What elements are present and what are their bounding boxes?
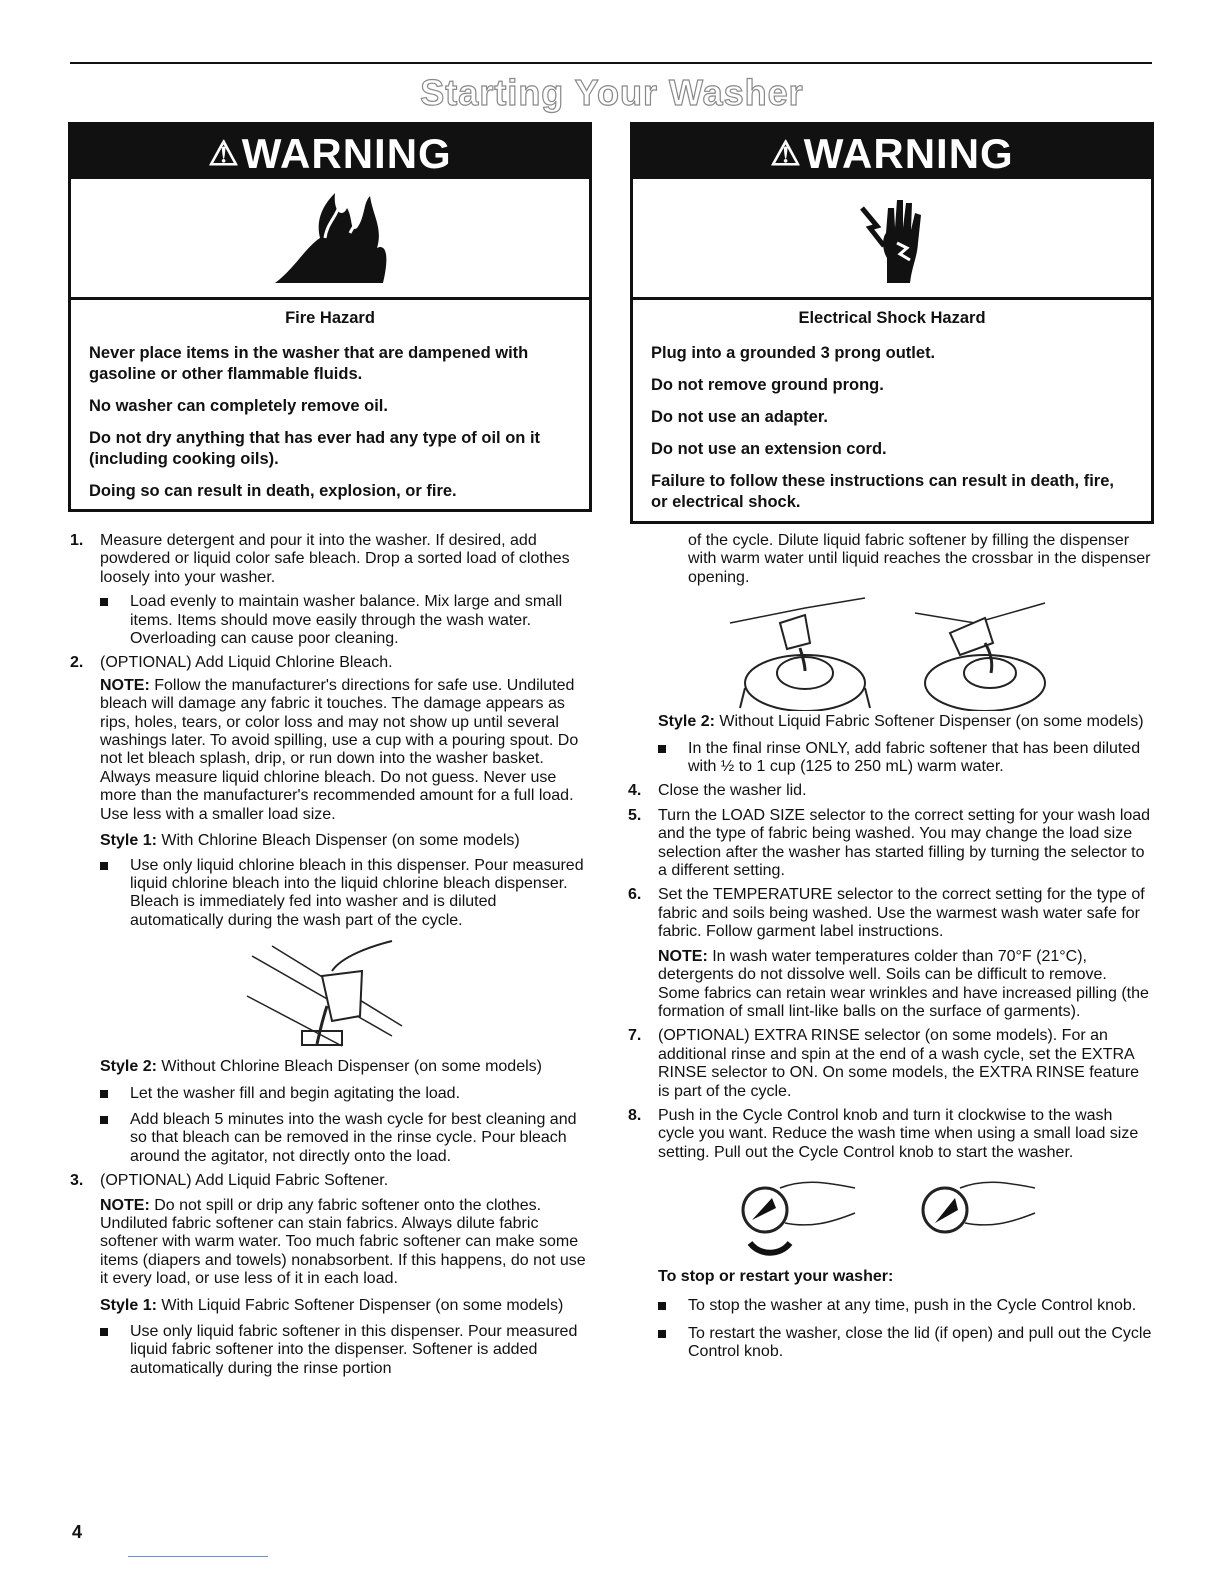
step-number: 2. bbox=[70, 654, 84, 672]
warning-triangle-icon: ⚠ bbox=[770, 135, 802, 173]
fire-warning-text bbox=[71, 300, 589, 502]
style-text: Without Chlorine Bleach Dispenser (on some models) bbox=[156, 1058, 542, 1076]
note-text: In wash water temperatures colder than 70°F (21°C), detergents do not dissolve well. Soils can be difficult to remove. Some fabrics can retain wear wrinkles and have increased pilling (the formation of small lint-like balls on the surface of garments). bbox=[658, 947, 1149, 1020]
hazard-title: Electrical Shock Hazard bbox=[798, 309, 986, 327]
note-label: NOTE: bbox=[658, 947, 708, 965]
step-6 bbox=[628, 886, 1152, 941]
step-number: 1. bbox=[70, 532, 84, 549]
style-heading bbox=[628, 713, 1152, 731]
note bbox=[628, 948, 1152, 1022]
style-label: Style 1: bbox=[100, 1296, 157, 1314]
step-8 bbox=[628, 1107, 1152, 1162]
note-text: Do not spill or drip any fabric softener onto the clothes. Undiluted fabric softener can stain fabrics. Always dilute fabric softener with warm water. Too much fabric softener can make some items (diapers and towels) nonabsorbent. If this happens, do not use it every load, or use less of it in each load. bbox=[100, 1196, 586, 1288]
step-text: (OPTIONAL) EXTRA RINSE selector (on some models). For an additional rinse and spin at the end of a wash cycle, set the EXTRA RINSE selector to ON. On some models, the EXTRA RINSE feature is part of the cycle. bbox=[658, 1027, 1140, 1100]
list-item: Load evenly to maintain washer balance. Mix large and small items. Items should move easily through the wash water. Overloading can cause poor cleaning. bbox=[70, 593, 594, 648]
warning-line: Doing so can result in death, explosion, or fire. bbox=[89, 482, 457, 500]
step-text: Turn the LOAD SIZE selector to the correct setting for your wash load and the type of fabric being washed. You may change the load size selection after the washer has started filling by turning the selector to a different setting. bbox=[658, 806, 1151, 880]
warning-label: WARNING bbox=[803, 130, 1014, 177]
step-number: 4. bbox=[628, 782, 642, 800]
list-item: To stop the washer at any time, push in the Cycle Control knob. bbox=[628, 1297, 1152, 1315]
top-rule bbox=[70, 62, 1152, 64]
step-7 bbox=[628, 1027, 1152, 1101]
style-label: Style 2: bbox=[100, 1058, 157, 1076]
warning-line: Do not dry anything that has ever had any type of oil on it (including cooking oils). bbox=[89, 429, 541, 468]
footer-rule bbox=[128, 1556, 268, 1557]
continued-text: of the cycle. Dilute liquid fabric softener by filling the dispenser with warm water until liquid reaches the crossbar in the dispenser opening. bbox=[688, 532, 1151, 586]
right-column bbox=[628, 532, 1152, 1368]
warning-line: Do not use an extension cord. bbox=[651, 440, 887, 458]
warning-label: WARNING bbox=[241, 130, 452, 177]
warning-triangle-icon: ⚠ bbox=[208, 135, 240, 173]
warning-line: Do not remove ground prong. bbox=[651, 376, 884, 394]
warning-line: Never place items in the washer that are dampened with gasoline or other flammable fluids. bbox=[89, 344, 529, 383]
note-text: Follow the manufacturer's directions for safe use. Undiluted bleach will damage any fabric it touches. The damage appears as rips, holes, tears, or color loss and may not show up until several washings later. To avoid spilling, use a cup with a pouring spout. Do not let bleach splash, drip, or run down into the washer basket. Always measure liquid chlorine bleach. Do not guess. Never use more than the manufacturer's recommended amount for a full load. Use less with a smaller load size. bbox=[100, 676, 579, 823]
fire-icon bbox=[71, 179, 589, 300]
warning-line: No washer can completely remove oil. bbox=[89, 397, 388, 415]
warning-header bbox=[633, 125, 1151, 179]
note bbox=[70, 677, 594, 824]
style-heading bbox=[70, 1058, 594, 1076]
step-number: 8. bbox=[628, 1106, 642, 1124]
style-text: With Chlorine Bleach Dispenser (on some models) bbox=[156, 832, 520, 850]
warning-line: Do not use an adapter. bbox=[651, 408, 828, 426]
style-label: Style 1: bbox=[100, 832, 157, 850]
left-column bbox=[70, 532, 594, 1384]
list-item: Use only liquid fabric softener in this dispenser. Pour measured liquid fabric softener into the dispenser. Softener is added automatically during the rinse portion bbox=[70, 1323, 594, 1378]
shock-warning-text bbox=[633, 300, 1151, 513]
step-text: Push in the Cycle Control knob and turn it clockwise to the wash cycle you want. Reduce the wash time when using a small load size setting. Pull out the Cycle Control knob to start the washer. bbox=[658, 1106, 1139, 1161]
list-item: In the final rinse ONLY, add fabric softener that has been diluted with ½ to 1 cup (125 to 250 mL) warm water. bbox=[628, 740, 1152, 777]
style-text: With Liquid Fabric Softener Dispenser (on some models) bbox=[156, 1296, 564, 1314]
step-text: Close the washer lid. bbox=[658, 782, 807, 800]
page-number: 4 bbox=[72, 1522, 83, 1542]
bleach-dispenser-illustration bbox=[70, 936, 594, 1054]
list-item: To restart the washer, close the lid (if open) and pull out the Cycle Control knob. bbox=[628, 1325, 1152, 1362]
page-title: Starting Your Washer bbox=[420, 72, 804, 113]
style-heading bbox=[70, 1297, 594, 1315]
step-1 bbox=[70, 532, 594, 587]
hazard-title: Fire Hazard bbox=[285, 309, 375, 327]
step-number: 5. bbox=[628, 806, 642, 824]
list-item: Use only liquid chlorine bleach in this dispenser. Pour measured liquid chlorine bleach into the liquid chlorine bleach dispenser. Bleach is immediately fed into washer and is diluted automatically during the wash part of the cycle. bbox=[70, 857, 594, 931]
note bbox=[70, 1197, 594, 1289]
step-2 bbox=[70, 654, 594, 672]
step-5 bbox=[628, 807, 1152, 881]
step-text: Set the TEMPERATURE selector to the correct setting for the type of fabric and soils being washed. Use the warmest wash water safe for fabric. Follow garment label instructions. bbox=[658, 886, 1145, 941]
step-number: 7. bbox=[628, 1027, 642, 1045]
step-text: Measure detergent and pour it into the washer. If desired, add powdered or liquid color safe bleach. Drop a sorted load of clothes loosely into your washer. bbox=[100, 532, 570, 586]
step-text: (OPTIONAL) Add Liquid Chlorine Bleach. bbox=[100, 654, 393, 672]
fire-warning-box bbox=[68, 122, 592, 512]
style-label: Style 2: bbox=[658, 713, 715, 731]
list-item: Add bleach 5 minutes into the wash cycle for best cleaning and so that bleach can be removed in the rinse cycle. Pour bleach around the agitator, not directly onto the load. bbox=[70, 1111, 594, 1166]
cycle-control-knob-illustration bbox=[628, 1168, 1152, 1264]
style-heading bbox=[70, 832, 594, 850]
shock-warning-box bbox=[630, 122, 1154, 524]
step-number: 6. bbox=[628, 886, 642, 904]
step-4 bbox=[628, 782, 1152, 800]
electric-shock-hand-icon bbox=[633, 179, 1151, 300]
note-label: NOTE: bbox=[100, 1196, 150, 1214]
step-text: (OPTIONAL) Add Liquid Fabric Softener. bbox=[100, 1172, 389, 1190]
warning-line: Plug into a grounded 3 prong outlet. bbox=[651, 344, 936, 362]
note-label: NOTE: bbox=[100, 676, 150, 694]
step-3 bbox=[70, 1172, 594, 1190]
list-item: Let the washer fill and begin agitating the load. bbox=[70, 1085, 594, 1103]
step-number: 3. bbox=[70, 1172, 84, 1190]
warning-line: Failure to follow these instructions can result in death, fire, or electrical shock. bbox=[651, 472, 1114, 511]
warning-header bbox=[71, 125, 589, 179]
fabric-softener-illustration bbox=[628, 593, 1152, 713]
stop-restart-heading: To stop or restart your washer: bbox=[658, 1268, 894, 1286]
style-text: Without Liquid Fabric Softener Dispenser (on some models) bbox=[714, 713, 1144, 731]
